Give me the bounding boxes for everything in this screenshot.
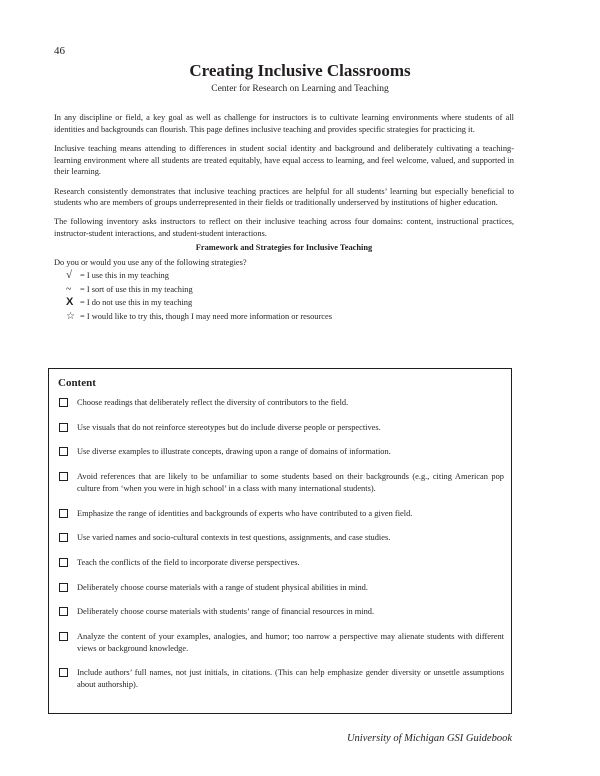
research-paragraph: Research consistently demonstrates that inclusive teaching practices are helpful for all students’ learning but especially beneficial to students who are members of groups underrepresented in their fields or traditionally underserved by institutions of higher education. bbox=[54, 186, 514, 208]
item-text: Choose readings that deliberately reflect the diversity of contributors to the field. bbox=[77, 398, 349, 407]
item-text: Deliberately choose course materials with a range of student physical abilities in mind. bbox=[77, 582, 368, 592]
body-text bbox=[54, 112, 514, 324]
key-row-sort-of bbox=[66, 283, 514, 297]
content-box bbox=[48, 368, 512, 714]
inventory-paragraph: The following inventory asks instructors to reflect on their inclusive teaching across four domains: content, instructional practices, instructor-student interactions, and student-student interactions. bbox=[54, 217, 514, 239]
checklist-item bbox=[59, 631, 504, 654]
checklist-item bbox=[59, 508, 504, 520]
checklist-item bbox=[59, 532, 504, 544]
item-text: Avoid references that are likely to be unfamiliar to some students based on their backgrounds (e.g., citing American pop culture from ‘when you were in high school’ in a class with many international students). bbox=[77, 472, 504, 493]
checkbox[interactable] bbox=[59, 632, 68, 641]
checkbox[interactable] bbox=[59, 607, 68, 616]
check-mark-icon: √ bbox=[66, 269, 73, 282]
key-row-would-like bbox=[66, 310, 514, 324]
checkbox[interactable] bbox=[59, 558, 68, 567]
checkbox[interactable] bbox=[59, 583, 68, 592]
key-row-use bbox=[66, 269, 514, 283]
checkbox[interactable] bbox=[59, 668, 68, 677]
checkbox[interactable] bbox=[59, 533, 68, 542]
checklist-item bbox=[59, 471, 504, 494]
key-intro: Do you or would you use any of the following strategies? bbox=[54, 257, 247, 267]
x-mark-icon: X bbox=[66, 296, 74, 309]
footer: University of Michigan GSI Guidebook bbox=[346, 733, 512, 744]
item-text: Use visuals that do not reinforce stereotypes but do include diverse people or perspectives. bbox=[77, 422, 381, 432]
key-label: = I sort of use this in my teaching bbox=[80, 284, 193, 294]
intro-paragraph: In any discipline or field, a key goal as well as challenge for instructors is to cultivate learning environments where students of all identities and backgrounds can flourish. This page defines inclusive teaching and provides specific strategies for practicing it. bbox=[54, 113, 514, 134]
key-label: = I do not use this in my teaching bbox=[80, 298, 193, 308]
checklist-item bbox=[59, 557, 504, 569]
item-text: Include authors’ full names, not just initials, in citations. (This can help emphasize gender diversity or unsettle assumptions about authorship). bbox=[77, 668, 504, 690]
page-number: 46 bbox=[54, 45, 65, 57]
item-text: Analyze the content of your examples, analogies, and humor; too narrow a perspective may alienate students with different views or background knowledge. bbox=[77, 632, 504, 653]
content-checklist bbox=[59, 397, 504, 691]
key-label: = I would like to try this, though I may need more information or resources bbox=[80, 312, 332, 322]
item-text: Teach the conflicts of the field to incorporate diverse perspectives. bbox=[77, 557, 300, 567]
tilde-icon: ~ bbox=[66, 283, 72, 295]
checklist-item bbox=[59, 397, 504, 409]
item-text: Use varied names and socio-cultural contexts in test questions, assignments, and case studies. bbox=[77, 533, 391, 543]
star-icon: ☆ bbox=[66, 311, 75, 323]
checklist-item bbox=[59, 667, 504, 690]
symbol-key bbox=[66, 269, 514, 323]
checklist-item bbox=[59, 606, 504, 618]
checkbox[interactable] bbox=[59, 472, 68, 481]
item-text: Emphasize the range of identities and backgrounds of experts who have contributed to a given field. bbox=[77, 508, 413, 518]
content-section-title: Content bbox=[58, 377, 96, 389]
checkbox[interactable] bbox=[59, 423, 68, 432]
checkbox[interactable] bbox=[59, 509, 68, 518]
key-row-do-not-use bbox=[66, 296, 514, 310]
key-label: = I use this in my teaching bbox=[80, 271, 169, 281]
page-title: Creating Inclusive Classrooms bbox=[189, 61, 411, 80]
framework-heading: Framework and Strategies for Inclusive Teaching bbox=[195, 242, 373, 252]
checklist-item bbox=[59, 422, 504, 434]
definition-paragraph: Inclusive teaching means attending to differences in student social identity and background and deliberately cultivating a teaching-learning environment where all students are treated equitably, have equal access to learning, and feel welcome, valued, and supported in their learning. bbox=[54, 143, 514, 177]
item-text: Use diverse examples to illustrate concepts, drawing upon a range of domains of information. bbox=[77, 447, 391, 457]
checklist-item bbox=[59, 446, 504, 458]
checkbox[interactable] bbox=[59, 398, 68, 407]
checklist-item bbox=[59, 582, 504, 594]
page-subtitle: Center for Research on Learning and Teaching bbox=[211, 84, 389, 94]
item-text: Deliberately choose course materials with students’ range of financial resources in mind. bbox=[77, 607, 375, 617]
checkbox[interactable] bbox=[59, 447, 68, 456]
